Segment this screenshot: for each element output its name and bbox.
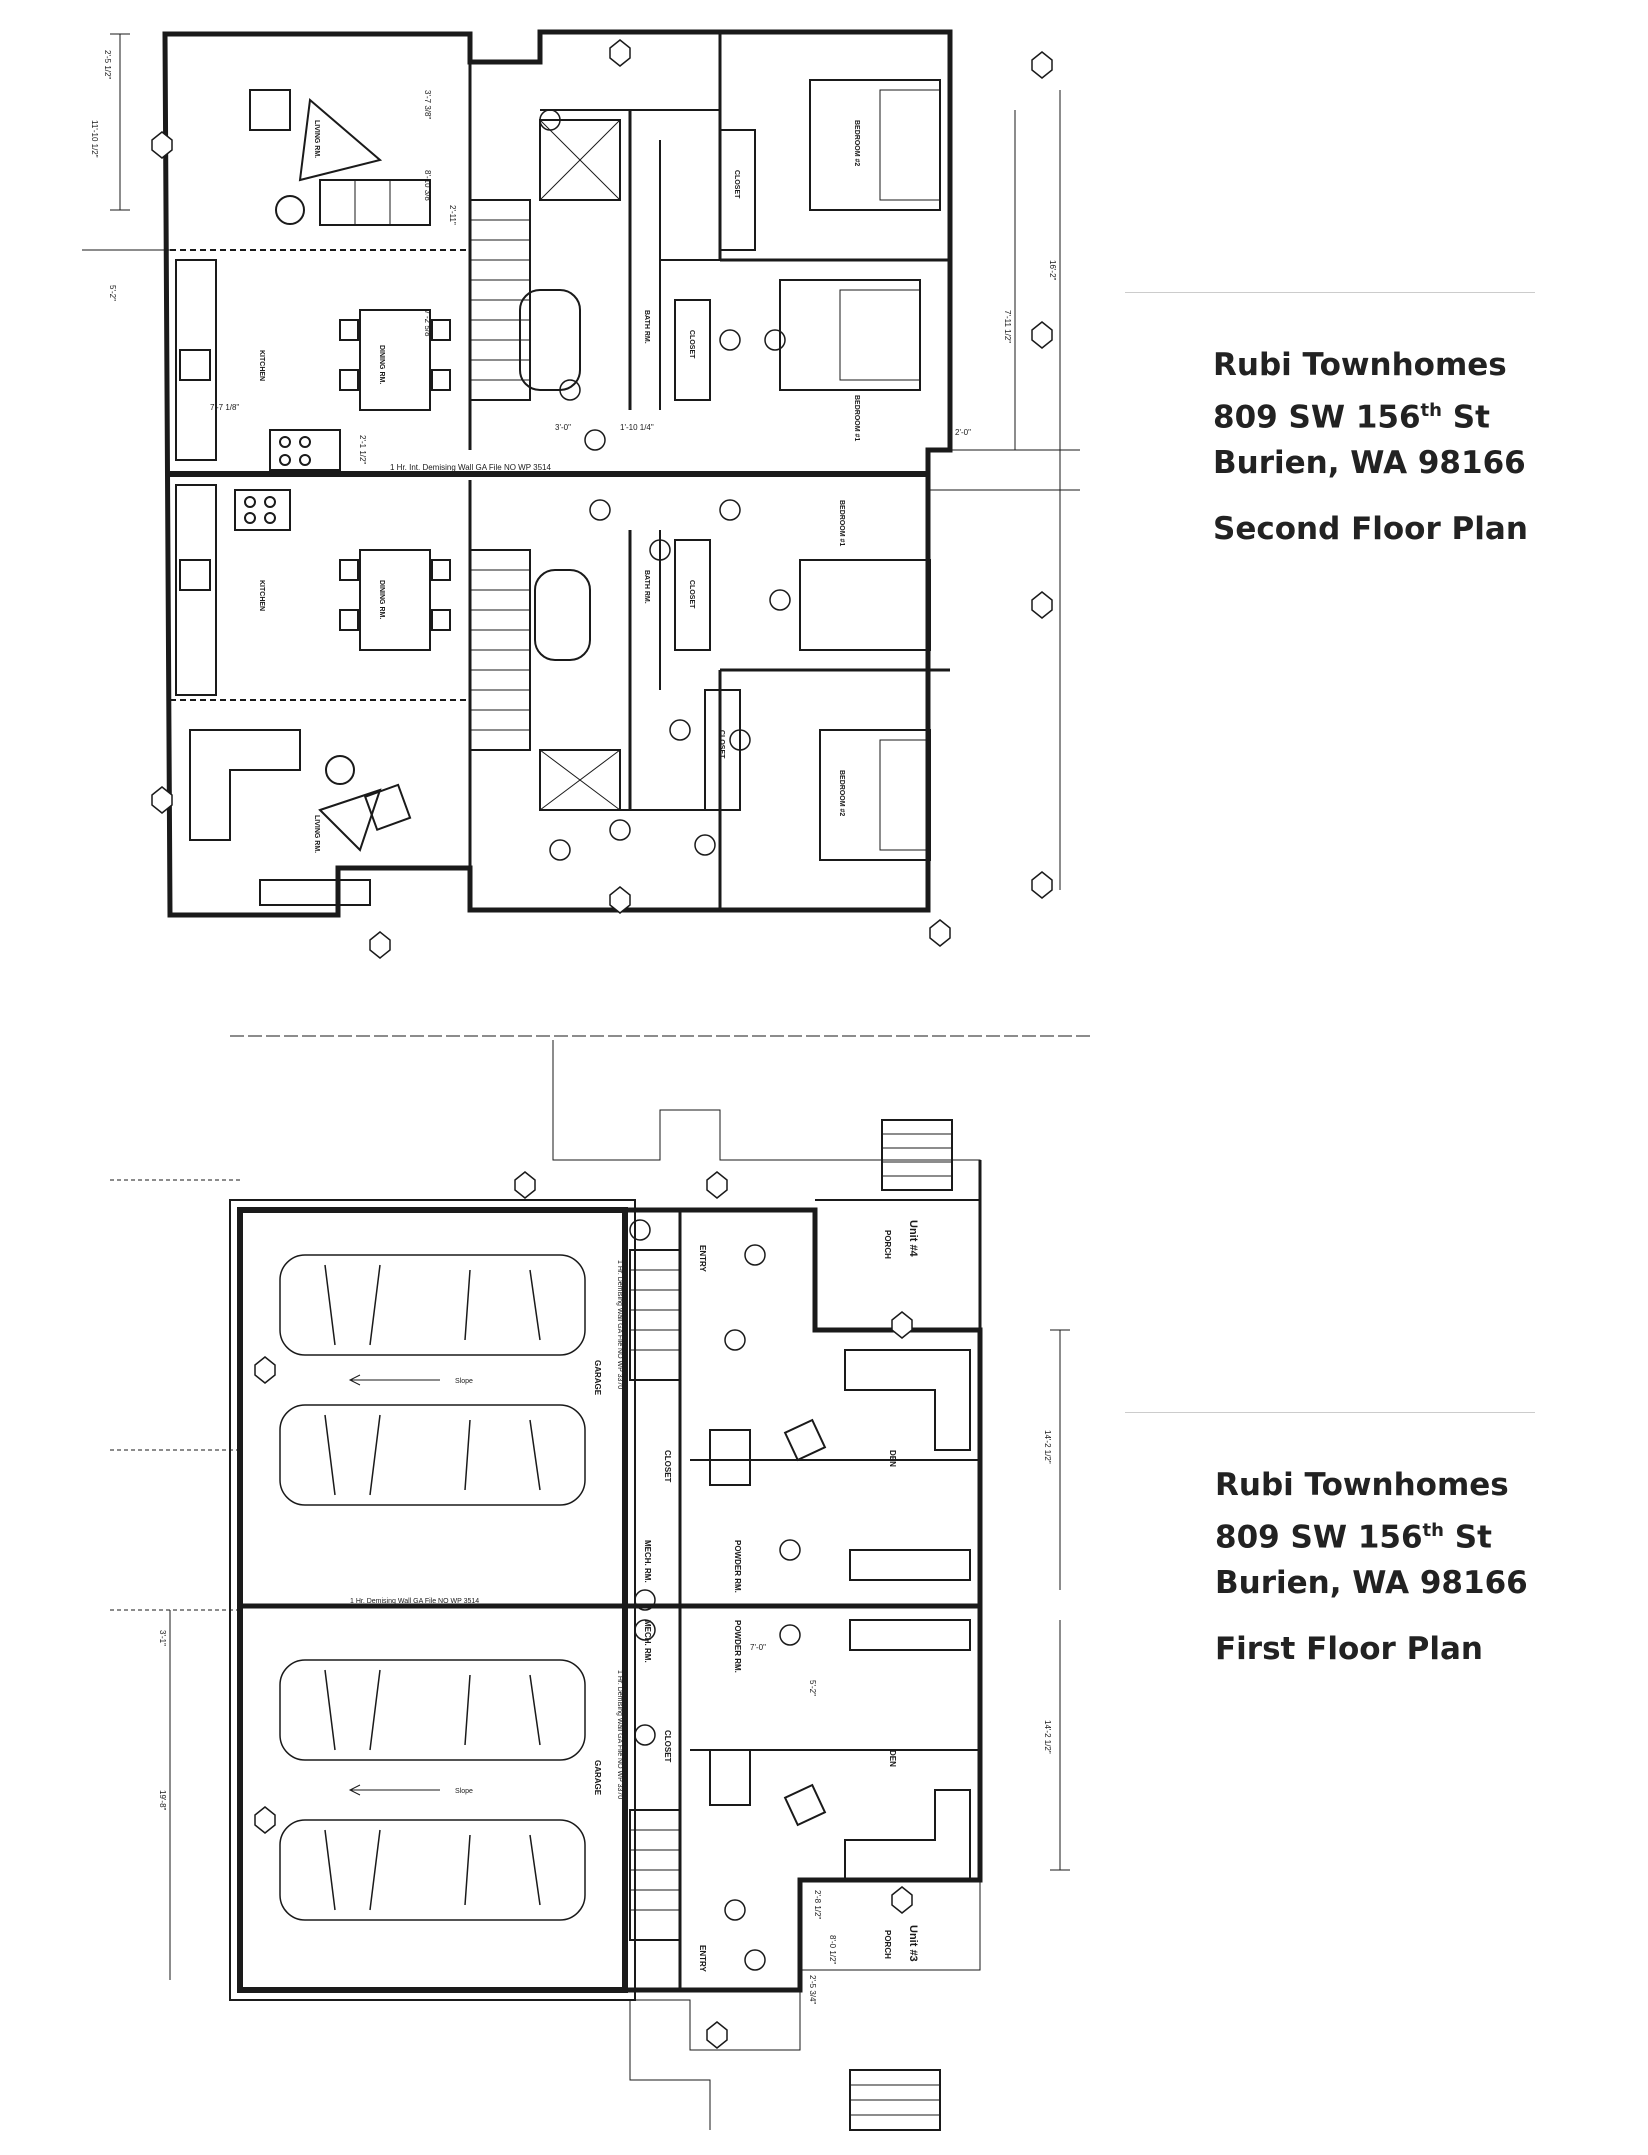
dim-label: 2'-11" xyxy=(448,205,457,225)
room-label-closet-bot: CLOSET xyxy=(688,580,695,609)
room-label-bedroom2-top: BEDROOM #2 xyxy=(853,120,860,167)
room-label-bedroom2-bot: BEDROOM #2 xyxy=(838,770,845,817)
room-label-living-top: LIVING RM. xyxy=(313,120,320,159)
dim-label: 14'-2 1/2" xyxy=(1043,1430,1052,1464)
first-floor-plan xyxy=(110,1030,1100,2140)
room-label-den-bot: DEN xyxy=(888,1750,897,1767)
first-floor-sheet xyxy=(0,1010,1648,2155)
address-suffix: th xyxy=(1422,1520,1444,1541)
dim-label: 2'-1 1/2" xyxy=(358,435,367,465)
first-floor-drawing xyxy=(110,1030,1100,2140)
room-label-closet2-bot: CLOSET xyxy=(718,730,725,759)
garage-wall-label-bot: 1 Hr. Demising Wall GA File NO WP 3370 xyxy=(616,1670,623,1800)
address-suffix: th xyxy=(1420,400,1442,421)
room-label-garage-top: GARAGE xyxy=(593,1360,602,1396)
dim-label: 2'-5 1/2" xyxy=(103,50,112,80)
slope-label-bot: Slope xyxy=(455,1788,473,1795)
dim-label: 14'-2 1/2" xyxy=(1043,1720,1052,1754)
second-floor-sheet xyxy=(0,0,1648,960)
dim-label: 8'-0 1/2" xyxy=(828,1935,837,1965)
dim-label: 3'-1" xyxy=(158,1630,167,1646)
second-floor-plan xyxy=(60,10,1080,960)
room-label-dining-top: DINING RM. xyxy=(378,345,385,385)
dim-label: 7'-0" xyxy=(750,1643,766,1652)
demising-wall-label: 1 Hr. Demising Wall GA File NO WP 3514 xyxy=(350,1598,480,1605)
demising-wall-label: 1 Hr. Int. Demising Wall GA File NO WP 3514 xyxy=(390,463,551,472)
room-label-closet2-top: CLOSET xyxy=(688,330,695,359)
project-address xyxy=(1215,1508,1528,1560)
dim-label: 2'-0" xyxy=(955,428,971,437)
room-label-bath-top: BATH RM. xyxy=(643,310,650,344)
caption-rule-bottom xyxy=(1125,1412,1535,1413)
room-label-kitchen-top: KITCHEN xyxy=(258,350,265,382)
dim-label: 7'-11 1/2" xyxy=(1003,310,1012,344)
room-label-bedroom1-bot: BEDROOM #1 xyxy=(838,500,845,547)
address-street: St xyxy=(1441,399,1490,436)
plan-title: First Floor Plan xyxy=(1215,1631,1483,1668)
room-label-kitchen-bot: KITCHEN xyxy=(258,580,265,612)
room-label-living-bot: LIVING RM. xyxy=(313,815,320,854)
address-number: 809 SW 156 xyxy=(1215,1519,1423,1556)
room-label-closet-top: CLOSET xyxy=(663,1450,672,1483)
second-floor-caption xyxy=(1213,342,1528,552)
room-label-powder-top: POWDER RM. xyxy=(733,1540,742,1593)
dim-label: 7'-7 1/8" xyxy=(210,403,240,412)
plan-title: Second Floor Plan xyxy=(1213,511,1528,548)
room-label-entry-bot: ENTRY xyxy=(698,1945,707,1972)
first-floor-caption xyxy=(1215,1462,1528,1672)
dim-label: 11'-10 1/2" xyxy=(90,120,99,158)
room-label-bedroom1-top: BEDROOM #1 xyxy=(853,395,860,442)
caption-rule-top xyxy=(1125,292,1535,293)
address-street: St xyxy=(1443,1519,1492,1556)
dim-label: 16'-2" xyxy=(1048,260,1057,281)
dim-label: 2'-5 3/4" xyxy=(808,1975,817,2005)
room-label-garage-bot: GARAGE xyxy=(593,1760,602,1796)
dim-label: 1'-10 1/4" xyxy=(620,423,654,432)
dim-label: 3'-7 3/8" xyxy=(423,90,432,120)
room-label-powder-bot: POWDER RM. xyxy=(733,1620,742,1673)
room-label-porch-bot: PORCH xyxy=(883,1930,892,1959)
dim-label: 3'-0" xyxy=(555,423,571,432)
garage-wall-label-top: 1 Hr. Demising Wall GA File NO WP 3370 xyxy=(616,1260,623,1390)
room-label-porch-top: PORCH xyxy=(883,1230,892,1259)
room-label-bath-bot: BATH RM. xyxy=(643,570,650,604)
room-label-entry-top: ENTRY xyxy=(698,1245,707,1272)
dim-label: 8'-10 3/8" xyxy=(423,170,432,204)
unit-3-label: Unit #3 xyxy=(907,1925,919,1962)
room-label-closet-bot: CLOSET xyxy=(663,1730,672,1763)
room-label-den-top: DEN xyxy=(888,1450,897,1467)
slope-label-top: Slope xyxy=(455,1378,473,1385)
project-address xyxy=(1213,388,1528,440)
dim-label: 5'-2" xyxy=(108,285,117,301)
dim-label: 19'-8" xyxy=(158,1790,167,1811)
address-number: 809 SW 156 xyxy=(1213,399,1421,436)
room-label-mech-top: MECH. RM. xyxy=(643,1540,652,1583)
unit-4-label: Unit #4 xyxy=(907,1220,919,1257)
room-label-closet-top: CLOSET xyxy=(733,170,740,199)
project-city: Burien, WA 98166 xyxy=(1213,445,1526,482)
dim-label: 2'-8 1/2" xyxy=(813,1890,822,1920)
project-name: Rubi Townhomes xyxy=(1215,1467,1509,1503)
room-label-mech-bot: MECH. RM. xyxy=(643,1620,652,1663)
dim-label: 7'-2 5/8" xyxy=(423,310,432,340)
project-city: Burien, WA 98166 xyxy=(1215,1565,1528,1602)
project-name: Rubi Townhomes xyxy=(1213,347,1507,383)
dim-label: 5'-2" xyxy=(808,1680,817,1696)
second-floor-drawing xyxy=(60,10,1080,960)
room-label-dining-bot: DINING RM. xyxy=(378,580,385,620)
